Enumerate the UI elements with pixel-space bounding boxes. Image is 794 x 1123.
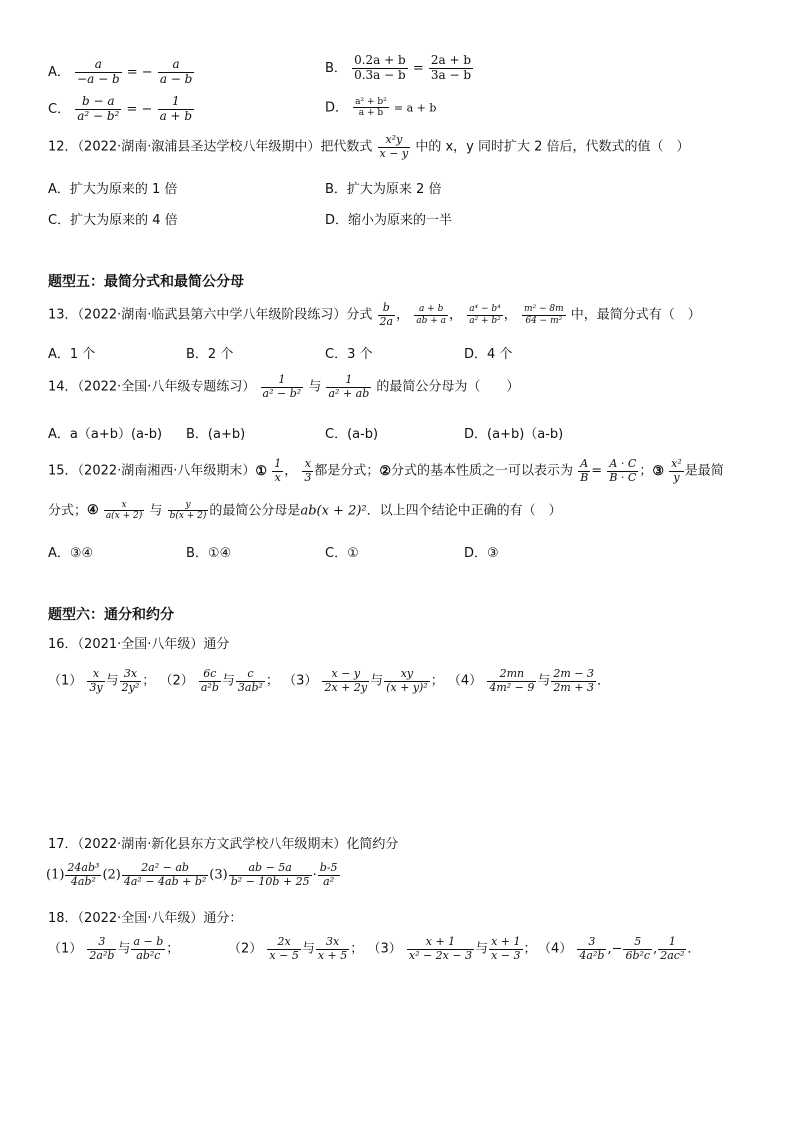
fraction: $\frac{2a + b}{3a - b}$ xyxy=(430,53,472,82)
fraction: $\frac{x}{3}$ xyxy=(304,457,312,484)
option-label: B． xyxy=(325,60,347,76)
q12-option-b[interactable]: B．扩大为原来 2 倍 xyxy=(325,182,442,197)
fraction: $\frac{x}{3y}$ xyxy=(89,667,103,694)
fraction: $\frac{b}{2a}$ xyxy=(379,301,394,328)
fraction: $\frac{b-5}{\text{a²}}$ xyxy=(319,861,338,888)
equals: = − xyxy=(126,101,153,117)
circled-number: ② xyxy=(379,463,392,479)
q15-stem-line2: 分式；④ $\frac{x}{a(x + 2)}$ 与 $\frac{y}{b(x + 2)}$ 的最简公分母是ab(x + 2)²．以上四个结论中正确的有（ ） xyxy=(48,500,562,522)
fraction: $\frac{c}{\text{3ab²}}$ xyxy=(237,667,263,694)
fraction: $\frac{6c}{\text{a²b}}$ xyxy=(200,667,219,694)
fraction: $\frac{a}{-a - b}$ xyxy=(77,57,120,86)
option-label: A． xyxy=(48,64,70,80)
fraction: $\frac{3}{\text{4a²b}}$ xyxy=(579,935,605,962)
fraction: $\frac{3}{\text{2a²b}}$ xyxy=(89,935,115,962)
fraction: $\frac{\text{m² − 8m}}{\text{64 − m²}}$ xyxy=(523,304,564,326)
fraction: $\frac{x + 1}{x - 3}$ xyxy=(491,935,521,962)
q18-stem: 18．（2022·全国·八年级）通分： xyxy=(48,911,243,926)
q13-option-b[interactable]: B．2 个 xyxy=(186,347,234,362)
fraction: $\frac{1}{x}$ xyxy=(274,457,282,484)
q17-stem: 17．（2022·湖南·新化县东方文武学校八年级期末）化简约分 xyxy=(48,837,399,852)
fraction: $\frac{2x}{x - 5}$ xyxy=(269,935,299,962)
q16-items: （1） $\frac{x}{3y}$ 与 $\frac{3x}{\text{2y²}}$ ； （2） $\frac{6c}{\text{a²b}}$ 与 $\frac{c}{\text{3ab²}}$ ； （3） $\frac{x - y}{2x + 2y}$ 与 $\frac{xy}{\text{(x + y)²}}$ ； （4） $\frac{2mn}{\text{4m² − 9}}$ 与 $\frac{2m - 3}{2m + 3}$ ． xyxy=(48,667,611,694)
q14-option-c[interactable]: C．(a-b) xyxy=(325,427,379,442)
section-heading: 题型五：最简分式和最简公分母 xyxy=(48,274,244,290)
q15-option-c[interactable]: C．① xyxy=(325,546,359,561)
q18-item-4: （4） $\frac{3}{\text{4a²b}}$ ,− $\frac{5}{\text{6b²c}}$ , $\frac{1}{\text{2ac²}}$ ． xyxy=(538,935,701,962)
q11-option-b[interactable] xyxy=(325,54,474,83)
fraction: $\frac{\text{2a² − ab}}{\text{4a² − 4ab + b²}}$ xyxy=(123,861,207,888)
fraction: $\frac{2mn}{\text{4m² − 9}}$ xyxy=(489,667,535,694)
q12-option-a[interactable]: A．扩大为原来的 1 倍 xyxy=(48,182,178,197)
q18-item-2-3: （2） $\frac{2x}{x - 5}$ 与 $\frac{3x}{x + 5}$ ； （3） $\frac{x + 1}{\text{x² − 2x − 3}}$ 与 $\frac{x + 1}{x - 3}$ ； xyxy=(228,935,537,962)
fraction: $\frac{3x}{x + 5}$ xyxy=(317,935,348,962)
option-label: D． xyxy=(325,100,349,116)
q13-option-c[interactable]: C．3 个 xyxy=(325,347,373,362)
equals: = a + b xyxy=(393,101,437,115)
q11-option-c[interactable] xyxy=(48,95,195,124)
q18-item-1: （1） $\frac{3}{\text{2a²b}}$ 与 $\frac{a - b}{\text{ab²c}}$ ； xyxy=(48,935,180,962)
q15-stem-line1: 15．（2022·湖南湘西·八年级期末）① $\frac{1}{x}$ ， $\frac{x}{3}$ 都是分式；②分式的基本性质之一可以表示为 $\frac{A}{B}$ = $\frac{A \cdot C}{B \cdot C}$ ；③ $\frac{\text{x²}}{y}$ 是最简 xyxy=(48,457,724,484)
equals: = − xyxy=(126,64,153,80)
q12-option-c[interactable]: C．扩大为原来的 4 倍 xyxy=(48,213,178,228)
q11-option-a[interactable] xyxy=(48,58,195,87)
expression: ab(x + 2)² xyxy=(300,503,367,519)
fraction: $\frac{2m - 3}{2m + 3}$ xyxy=(553,667,595,694)
fraction: $\frac{A \cdot C}{B \cdot C}$ xyxy=(609,457,637,484)
q15-option-d[interactable]: D．③ xyxy=(464,546,499,561)
q12-stem: 12．（2022·湖南·溆浦县圣达学校八年级期中）把代数式 $\frac{\text{x²y}}{x - y}$ 中的 x，y 同时扩大 2 倍后，代数式的值（ ） xyxy=(48,133,690,160)
fraction: $\frac{\text{a² + b²}}{a + b}$ xyxy=(355,97,387,119)
fraction: $\frac{y}{b(x + 2)}$ xyxy=(169,500,207,522)
q14-stem: 14．（2022·全国·八年级专题练习） $\frac{1}{\text{a² − b²}}$ 与 $\frac{1}{\text{a² + ab}}$ 的最简公分母为（ ） xyxy=(48,373,520,400)
fraction: $\frac{ab - 5a}{\text{b² − 10b + 25}}$ xyxy=(230,861,310,888)
fraction: $\frac{1}{\text{a² + ab}}$ xyxy=(328,373,370,400)
q12-option-d[interactable]: D．缩小为原来的一半 xyxy=(325,213,453,228)
circled-number: ① xyxy=(255,463,268,479)
circled-number: ③ xyxy=(652,463,664,479)
fraction: $\frac{1}{\text{2ac²}}$ xyxy=(660,935,685,962)
fraction: $\frac{a}{a - b}$ xyxy=(159,57,193,86)
fraction: $\frac{x}{a(x + 2)}$ xyxy=(105,500,143,522)
q17-items: (1) $\frac{\text{24ab³}}{\text{4ab²}}$ (2) $\frac{\text{2a² − ab}}{\text{4a² − 4ab + b²}}$ (3) $\frac{ab - 5a}{\text{b² − 10b + 25}}$ · $\frac{b-5}{\text{a²}}$ xyxy=(46,861,338,888)
fraction: $\frac{a - b}{\text{ab²c}}$ xyxy=(133,935,164,962)
q14-option-d[interactable]: D．(a+b)（a-b) xyxy=(464,427,564,442)
fraction: $\frac{5}{\text{6b²c}}$ xyxy=(625,935,651,962)
fraction: $\frac{\text{x²}}{y}$ xyxy=(671,457,682,484)
fraction: $\frac{1}{a + b}$ xyxy=(159,94,193,123)
q11-option-d[interactable] xyxy=(325,97,436,119)
fraction: $\frac{3x}{\text{2y²}}$ xyxy=(121,667,140,694)
circled-number: ④ xyxy=(87,503,99,519)
option-label: C． xyxy=(48,101,71,117)
fraction: $\frac{0.2a + b}{0.3a - b}$ xyxy=(354,53,406,82)
fraction: $\frac{a + b}{ab + a}$ xyxy=(416,304,447,326)
equals: = xyxy=(412,60,424,76)
q13-stem: 13．（2022·湖南·临武县第六中学八年级阶段练习）分式 $\frac{b}{2a}$ ， $\frac{a + b}{ab + a}$ ， $\frac{\text{a⁴ − b⁴}}{\text{a² + b²}}$ ， $\frac{\text{m² − 8m}}{\text{64 − m²}}$ 中，最简分式有（ ） xyxy=(48,301,701,328)
fraction: $\frac{\text{x²y}}{x - y}$ xyxy=(379,133,409,160)
q14-option-a[interactable]: A．a（a+b）(a-b) xyxy=(48,427,163,442)
q16-stem: 16．（2021·全国·八年级）通分 xyxy=(48,637,230,652)
fraction: $\frac{\text{24ab³}}{\text{4ab²}}$ xyxy=(67,861,100,888)
q13-option-a[interactable]: A．1 个 xyxy=(48,347,96,362)
fraction: $\frac{1}{\text{a² − b²}}$ xyxy=(262,373,302,400)
fraction: $\frac{x - y}{2x + 2y}$ xyxy=(324,667,368,694)
fraction: $\frac{b - a}{\text{a² − b²}}$ xyxy=(77,94,120,123)
fraction: $\frac{A}{B}$ xyxy=(580,457,589,484)
fraction: $\frac{x + 1}{\text{x² − 2x − 3}}$ xyxy=(408,935,473,962)
q15-option-a[interactable]: A．③④ xyxy=(48,546,94,561)
q15-option-b[interactable]: B．①④ xyxy=(186,546,232,561)
q13-option-d[interactable]: D．4 个 xyxy=(464,347,513,362)
fraction: $\frac{xy}{\text{(x + y)²}}$ xyxy=(386,667,428,694)
section-heading: 题型六：通分和约分 xyxy=(48,607,174,623)
fraction: $\frac{\text{a⁴ − b⁴}}{\text{a² + b²}}$ xyxy=(469,304,501,326)
q14-option-b[interactable]: B．(a+b) xyxy=(186,427,246,442)
